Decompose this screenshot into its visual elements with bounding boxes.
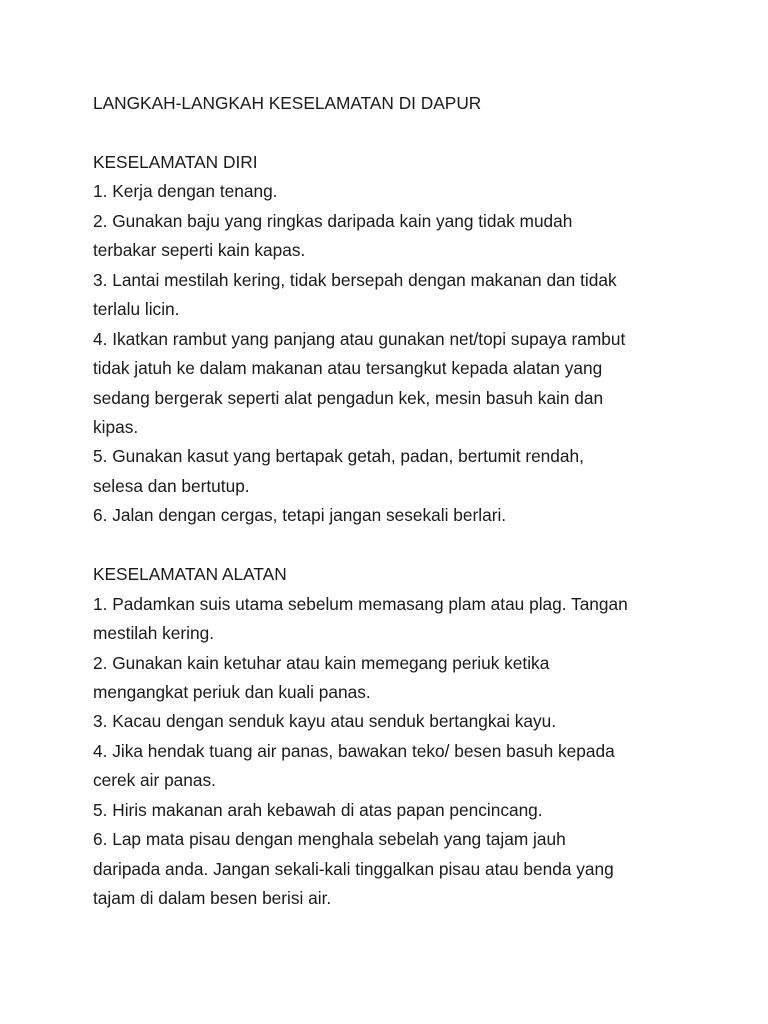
text-line: 5. Gunakan kasut yang bertapak getah, padan, bertumit rendah, [93, 446, 584, 467]
text-line: 1. Padamkan suis utama sebelum memasang plam atau plag. Tangan [93, 593, 628, 614]
spacer [93, 118, 733, 147]
text-line: cerek air panas. [93, 770, 216, 791]
document-page [93, 89, 733, 914]
section-heading: KESELAMATAN ALATAN [93, 564, 287, 585]
text-line: 2. Gunakan kain ketuhar atau kain memegang periuk ketika [93, 652, 550, 673]
text-line: 6. Jalan dengan cergas, tetapi jangan sesekali berlari. [93, 505, 507, 526]
text-line: tidak jatuh ke dalam makanan atau tersangkut kepada alatan yang [93, 358, 603, 379]
text-line: 4. Jika hendak tuang air panas, bawakan teko/ besen basuh kepada [93, 740, 615, 761]
text-line: 1. Kerja dengan tenang. [93, 181, 278, 202]
text-line: daripada anda. Jangan sekali-kali tinggalkan pisau atau benda yang [93, 858, 614, 879]
text-line: 3. Lantai mestilah kering, tidak bersepah dengan makanan dan tidak [93, 269, 617, 290]
text-line: 6. Lap mata pisau dengan menghala sebelah yang tajam jauh [93, 829, 566, 850]
spacer [93, 531, 733, 560]
text-line: selesa dan bertutup. [93, 475, 250, 496]
sections [93, 148, 733, 914]
text-line: terlalu licin. [93, 299, 180, 320]
text-line: 2. Gunakan baju yang ringkas daripada kain yang tidak mudah [93, 210, 573, 231]
text-line: 5. Hiris makanan arah kebawah di atas papan pencincang. [93, 799, 543, 820]
section-heading: KESELAMATAN DIRI [93, 151, 258, 172]
text-line: tajam di dalam besen berisi air. [93, 888, 332, 909]
text-line: terbakar seperti kain kapas. [93, 240, 306, 261]
text-line: 3. Kacau dengan senduk kayu atau senduk bertangkai kayu. [93, 711, 557, 732]
text-line: mestilah kering. [93, 623, 215, 644]
document-title: LANGKAH-LANGKAH KESELAMATAN DI DAPUR [93, 93, 482, 113]
text-line: mengangkat periuk dan kuali panas. [93, 682, 371, 703]
text-line: sedang bergerak seperti alat pengadun kek, mesin basuh kain dan [93, 387, 604, 408]
text-line: kipas. [93, 416, 139, 437]
text-line: 4. Ikatkan rambut yang panjang atau gunakan net/topi supaya rambut [93, 328, 626, 349]
